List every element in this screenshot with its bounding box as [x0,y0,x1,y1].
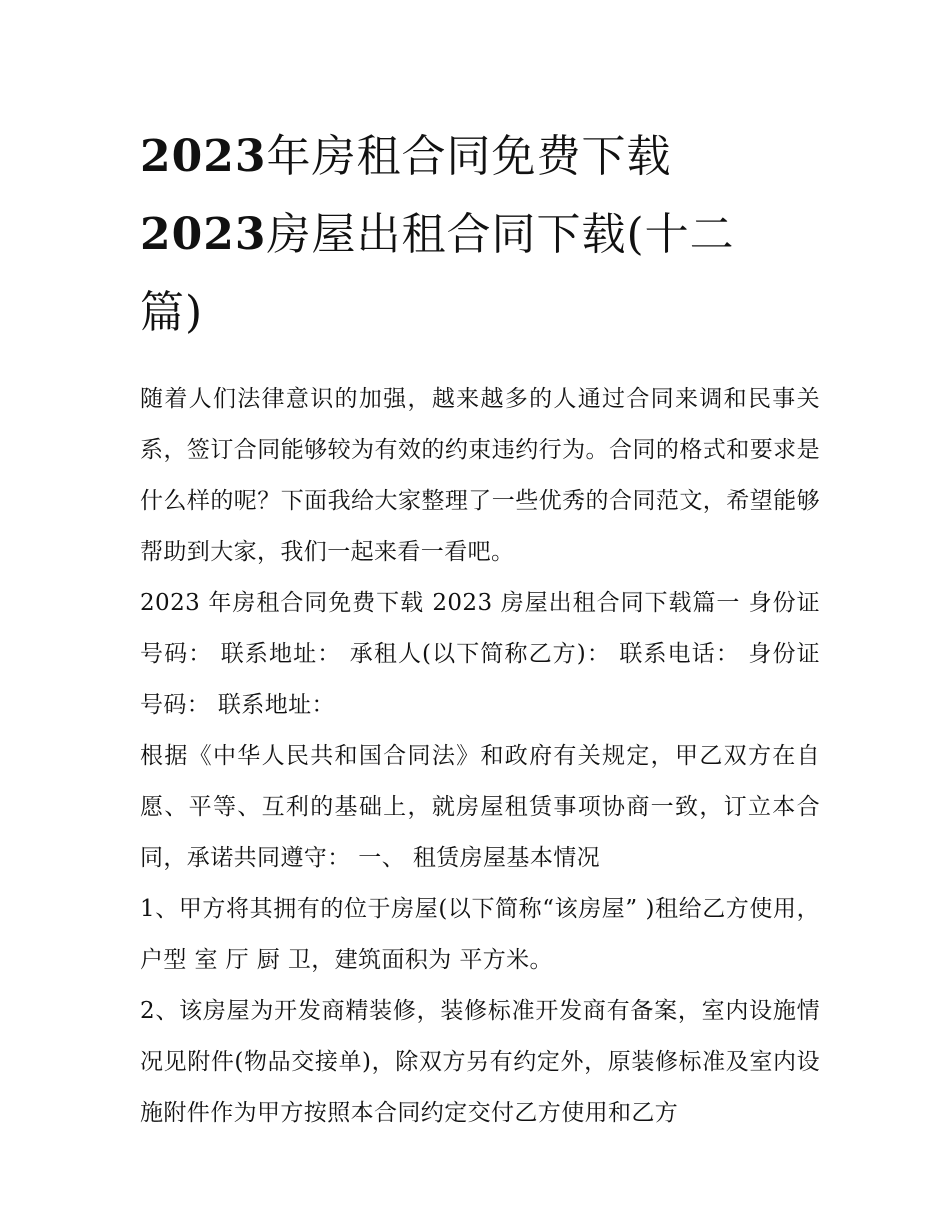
title-line-2 [140,196,820,274]
legal-basis-paragraph: 根据《中华人民共和国合同法》和政府有关规定，甲乙双方在自愿、平等、互利的基础上，就房屋租赁事项协商一致，订立本合同，承诺共同遵守： 一、 租赁房屋基本情况 [140,743,820,871]
document-title [140,118,820,352]
title-line-1 [140,118,820,196]
intro-paragraph: 随着人们法律意识的加强，越来越多的人通过合同来调和民事关系，签订合同能够较为有效的约束违约行为。合同的格式和要求是什么样的呢？下面我给大家整理了一些优秀的合同范文，希望能够帮助到大家，我们一起来看一看吧。 [140,386,820,565]
title-text: 年房租合同免费下载 [266,131,672,182]
title-year: 2023 [140,131,267,182]
title-year: 2023 [140,209,267,260]
contract-party-paragraph: 2023 年房租合同免费下载 2023 房屋出租合同下载篇一 身份证号码： 联系地址： 承租人(以下简称乙方)： 联系电话： 身份证号码： 联系地址： [140,590,820,718]
title-text: 篇) [140,287,204,338]
clause-2-paragraph: 2、该房屋为开发商精装修，装修标准开发商有备案，室内设施情况见附件(物品交接单)，除双方另有约定外，原装修标准及室内设施附件作为甲方按照本合同约定交付乙方使用和乙方 [140,998,820,1126]
title-line-3 [140,274,820,352]
clause-1-paragraph: 1、甲方将其拥有的位于房屋(以下简称“该房屋” )租给乙方使用，户型 室 厅 厨 卫，建筑面积为 平方米。 [140,896,820,973]
title-text: 房屋出租合同下载(十二 [266,209,735,260]
